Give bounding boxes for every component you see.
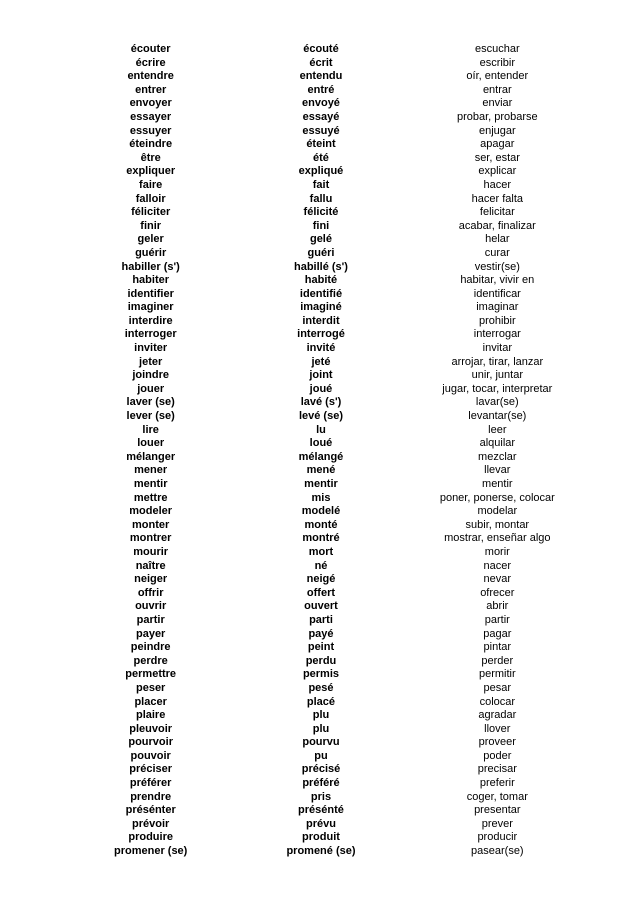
- participle-cell: placé: [306, 695, 336, 708]
- table-row: [58, 369, 584, 383]
- table-row: [58, 165, 584, 179]
- table-row: [58, 709, 584, 723]
- table-row: [58, 193, 584, 207]
- table-row: [58, 111, 584, 125]
- participle-cell: pourvu: [302, 736, 340, 749]
- infinitive-cell: produire: [128, 831, 173, 844]
- spanish-cell: ofrecer: [480, 586, 515, 599]
- spanish-cell: arrojar, tirar, lanzar: [451, 355, 544, 368]
- participle-cell: joint: [309, 369, 333, 382]
- spanish-cell: proveer: [478, 736, 516, 749]
- spanish-cell: coger, tomar: [466, 790, 528, 803]
- table-row: [58, 274, 584, 288]
- spanish-cell: subir, montar: [465, 518, 530, 531]
- infinitive-cell: essayer: [130, 110, 172, 123]
- infinitive-cell: écrire: [135, 56, 166, 69]
- infinitive-cell: habiller (s'): [121, 260, 180, 273]
- infinitive-cell: perdre: [133, 654, 168, 667]
- table-row: [58, 179, 584, 193]
- infinitive-cell: plaire: [135, 709, 166, 722]
- infinitive-cell: mourir: [133, 545, 169, 558]
- spanish-cell: unir, juntar: [471, 369, 523, 382]
- verb-table: [58, 43, 584, 859]
- table-row: [58, 587, 584, 601]
- infinitive-cell: laver (se): [126, 396, 175, 409]
- infinitive-cell: préciser: [129, 763, 173, 776]
- spanish-cell: precisar: [477, 763, 517, 776]
- table-row: [58, 628, 584, 642]
- infinitive-cell: pourvoir: [128, 736, 173, 749]
- participle-cell: précisé: [301, 763, 341, 776]
- participle-cell: mentir: [304, 478, 338, 490]
- infinitive-cell: pouvoir: [130, 749, 171, 762]
- table-row: [58, 410, 584, 424]
- table-row: [58, 505, 584, 519]
- verb-table-body: [58, 43, 584, 859]
- spanish-cell: nevar: [483, 573, 512, 586]
- spanish-cell: imaginar: [476, 301, 519, 314]
- participle-cell: monté: [304, 518, 338, 531]
- table-row: [58, 396, 584, 410]
- spanish-cell: identificar: [473, 287, 521, 300]
- spanish-cell: agradar: [478, 709, 517, 722]
- infinitive-cell: imaginer: [127, 301, 174, 314]
- table-row: [58, 818, 584, 832]
- infinitive-cell: prévoir: [132, 817, 170, 830]
- spanish-cell: felicitar: [479, 206, 515, 219]
- table-row: [58, 723, 584, 737]
- participle-cell: été: [313, 151, 329, 164]
- spanish-cell: presentar: [474, 804, 521, 817]
- spanish-cell: escribir: [479, 56, 516, 69]
- participle-cell: essayé: [302, 110, 340, 123]
- spanish-cell: poner, ponerse, colocar: [439, 491, 555, 504]
- infinitive-cell: mentir: [133, 478, 168, 490]
- spanish-cell: ser, estar: [474, 151, 520, 164]
- infinitive-cell: écouter: [130, 43, 171, 55]
- table-row: [58, 125, 584, 139]
- spanish-cell: abrir: [486, 600, 509, 613]
- participle-cell: mort: [308, 545, 334, 558]
- table-row: [58, 233, 584, 247]
- infinitive-cell: peser: [135, 681, 166, 694]
- participle-cell: écouté: [303, 43, 339, 55]
- spanish-cell: entrar: [482, 83, 512, 96]
- participle-cell: né: [314, 559, 328, 572]
- infinitive-cell: entrer: [135, 83, 167, 96]
- spanish-cell: alquilar: [479, 437, 516, 450]
- infinitive-cell: inviter: [134, 342, 168, 355]
- spanish-cell: habitar, vivir en: [460, 274, 535, 287]
- infinitive-cell: interdire: [128, 314, 173, 327]
- table-row: [58, 328, 584, 342]
- table-row: [58, 301, 584, 315]
- infinitive-cell: partir: [136, 613, 165, 626]
- participle-cell: écrit: [309, 56, 333, 69]
- participle-cell: habillé (s'): [294, 260, 348, 273]
- spanish-cell: pasear(se): [471, 845, 524, 858]
- participle-cell: mélangé: [298, 450, 344, 463]
- infinitive-cell: guérir: [135, 246, 167, 259]
- participle-cell: entendu: [299, 70, 343, 83]
- infinitive-cell: pleuvoir: [129, 722, 173, 735]
- spanish-cell: nacer: [483, 559, 512, 572]
- infinitive-cell: louer: [137, 437, 165, 450]
- participle-cell: habité: [304, 274, 338, 287]
- participle-cell: essuyé: [302, 124, 340, 137]
- spanish-cell: llover: [484, 722, 511, 735]
- participle-cell: entré: [307, 83, 335, 96]
- table-row: [58, 763, 584, 777]
- table-row: [58, 315, 584, 329]
- participle-cell: montré: [302, 532, 340, 545]
- spanish-cell: mentir: [482, 478, 513, 490]
- participle-cell: pu: [314, 749, 328, 762]
- infinitive-cell: lire: [142, 423, 159, 436]
- spanish-cell: perder: [481, 654, 514, 667]
- infinitive-cell: éteindre: [129, 138, 173, 151]
- spanish-cell: permitir: [478, 668, 516, 681]
- participle-cell: félicité: [303, 206, 339, 219]
- spanish-cell: curar: [484, 246, 510, 259]
- infinitive-cell: faire: [139, 178, 163, 191]
- participle-cell: lu: [316, 423, 326, 436]
- table-row: [58, 614, 584, 628]
- table-row: [58, 288, 584, 302]
- spanish-cell: levantar(se): [468, 410, 527, 423]
- table-row: [58, 451, 584, 465]
- participle-cell: gelé: [309, 233, 332, 246]
- table-row: [58, 532, 584, 546]
- table-row: [58, 437, 584, 451]
- spanish-cell: prohibir: [478, 314, 516, 327]
- table-row: [58, 546, 584, 560]
- table-row: [58, 600, 584, 614]
- infinitive-cell: modeler: [129, 505, 173, 518]
- participle-cell: interdit: [302, 314, 340, 327]
- table-row: [58, 220, 584, 234]
- infinitive-cell: ouvrir: [135, 600, 167, 613]
- table-row: [58, 519, 584, 533]
- participle-cell: imaginé: [300, 301, 342, 314]
- table-row: [58, 383, 584, 397]
- table-row: [58, 57, 584, 71]
- participle-cell: mis: [311, 491, 331, 504]
- participle-cell: guéri: [307, 246, 335, 259]
- participle-cell: pesé: [308, 681, 334, 694]
- participle-cell: préféré: [302, 777, 340, 790]
- infinitive-cell: identifier: [127, 287, 174, 300]
- participle-cell: peint: [307, 641, 335, 654]
- participle-cell: ouvert: [304, 600, 338, 613]
- table-row: [58, 668, 584, 682]
- participle-cell: permis: [302, 668, 340, 681]
- table-row: [58, 736, 584, 750]
- participle-cell: invité: [306, 342, 336, 355]
- table-row: [58, 804, 584, 818]
- participle-cell: pris: [310, 790, 332, 803]
- participle-cell: interrogé: [297, 328, 345, 341]
- participle-cell: envoyé: [302, 97, 340, 110]
- participle-cell: neigé: [306, 573, 336, 586]
- infinitive-cell: placer: [134, 695, 167, 708]
- spanish-cell: mostrar, enseñar algo: [444, 532, 551, 545]
- spanish-cell: escuchar: [474, 43, 520, 55]
- infinitive-cell: payer: [135, 627, 166, 640]
- participle-cell: présénté: [298, 804, 344, 817]
- infinitive-cell: féliciter: [131, 206, 171, 219]
- spanish-cell: lavar(se): [475, 396, 519, 409]
- table-row: [58, 84, 584, 98]
- infinitive-cell: entendre: [127, 70, 174, 83]
- spanish-cell: enjugar: [478, 124, 516, 137]
- table-row: [58, 845, 584, 859]
- table-row: [58, 560, 584, 574]
- infinitive-cell: offrir: [137, 586, 164, 599]
- infinitive-cell: joindre: [132, 369, 169, 382]
- spanish-cell: acabar, finalizar: [458, 219, 536, 232]
- infinitive-cell: expliquer: [126, 165, 176, 178]
- table-row: [58, 682, 584, 696]
- spanish-cell: oír, entender: [466, 70, 529, 83]
- table-row: [58, 750, 584, 764]
- infinitive-cell: préférer: [129, 777, 172, 790]
- infinitive-cell: envoyer: [129, 97, 172, 110]
- spanish-cell: jugar, tocar, interpretar: [442, 382, 553, 395]
- infinitive-cell: être: [140, 151, 161, 164]
- participle-cell: loué: [309, 437, 333, 450]
- infinitive-cell: peindre: [130, 641, 171, 654]
- spanish-cell: interrogar: [473, 328, 521, 341]
- spanish-cell: hacer falta: [471, 192, 523, 205]
- spanish-cell: mezclar: [478, 450, 517, 463]
- infinitive-cell: permettre: [125, 668, 177, 681]
- table-row: [58, 424, 584, 438]
- infinitive-cell: naître: [135, 559, 166, 572]
- participle-cell: fini: [312, 219, 330, 232]
- participle-cell: lavé (s'): [300, 396, 342, 409]
- participle-cell: perdu: [305, 654, 337, 667]
- participle-cell: éteint: [306, 138, 336, 151]
- infinitive-cell: neiger: [134, 573, 168, 586]
- spanish-cell: partir: [484, 613, 510, 626]
- table-row: [58, 152, 584, 166]
- spanish-cell: colocar: [479, 695, 516, 708]
- spanish-cell: poder: [483, 749, 512, 762]
- table-row: [58, 696, 584, 710]
- infinitive-cell: lever (se): [126, 410, 175, 423]
- infinitive-cell: montrer: [129, 532, 172, 545]
- infinitive-cell: présénter: [125, 804, 176, 817]
- spanish-cell: llevar: [484, 464, 511, 477]
- table-row: [58, 464, 584, 478]
- table-row: [58, 573, 584, 587]
- infinitive-cell: prendre: [130, 790, 172, 803]
- participle-cell: plu: [312, 709, 330, 722]
- participle-cell: offert: [306, 586, 336, 599]
- table-row: [58, 655, 584, 669]
- participle-cell: plu: [312, 722, 330, 735]
- spanish-cell: hacer: [483, 178, 512, 191]
- table-row: [58, 492, 584, 506]
- spanish-cell: preferir: [479, 777, 515, 790]
- table-row: [58, 206, 584, 220]
- participle-cell: expliqué: [298, 165, 344, 178]
- spanish-cell: leer: [488, 423, 507, 436]
- table-row: [58, 70, 584, 84]
- infinitive-cell: jeter: [139, 355, 163, 368]
- table-row: [58, 641, 584, 655]
- spanish-cell: morir: [484, 545, 510, 558]
- participle-cell: levé (se): [298, 410, 343, 423]
- participle-cell: prévu: [306, 817, 336, 830]
- table-row: [58, 43, 584, 57]
- infinitive-cell: promener (se): [113, 845, 188, 858]
- table-row: [58, 777, 584, 791]
- infinitive-cell: monter: [132, 518, 170, 531]
- infinitive-cell: interroger: [124, 328, 177, 341]
- infinitive-cell: essuyer: [129, 124, 172, 137]
- infinitive-cell: finir: [140, 219, 162, 232]
- spanish-cell: prever: [481, 817, 513, 830]
- participle-cell: mené: [306, 464, 336, 477]
- infinitive-cell: mener: [134, 464, 168, 477]
- table-row: [58, 342, 584, 356]
- spanish-cell: apagar: [480, 138, 515, 151]
- participle-cell: fait: [312, 178, 330, 191]
- infinitive-cell: jouer: [137, 382, 165, 395]
- infinitive-cell: mélanger: [126, 450, 176, 463]
- spanish-cell: pintar: [483, 641, 512, 654]
- infinitive-cell: falloir: [135, 192, 166, 205]
- table-row: [58, 97, 584, 111]
- spanish-cell: invitar: [482, 342, 512, 355]
- table-row: [58, 478, 584, 492]
- participle-cell: jeté: [311, 355, 331, 368]
- participle-cell: payé: [308, 627, 334, 640]
- table-row: [58, 791, 584, 805]
- spanish-cell: vestir(se): [474, 260, 520, 273]
- spanish-cell: producir: [477, 831, 518, 844]
- infinitive-cell: mettre: [133, 491, 168, 504]
- spanish-cell: pagar: [483, 627, 512, 640]
- participle-cell: parti: [309, 613, 333, 626]
- participle-cell: modelé: [301, 505, 341, 518]
- participle-cell: promené (se): [286, 845, 356, 858]
- participle-cell: produit: [302, 831, 340, 844]
- table-row: [58, 356, 584, 370]
- spanish-cell: enviar: [482, 97, 513, 110]
- infinitive-cell: habiter: [132, 274, 170, 287]
- participle-cell: fallu: [309, 192, 333, 205]
- table-row: [58, 261, 584, 275]
- table-row: [58, 138, 584, 152]
- spanish-cell: explicar: [478, 165, 517, 178]
- participle-cell: joué: [309, 382, 333, 395]
- spanish-cell: modelar: [477, 505, 518, 518]
- spanish-cell: helar: [485, 233, 510, 246]
- spanish-cell: pesar: [483, 681, 512, 694]
- table-row: [58, 831, 584, 845]
- participle-cell: identifié: [299, 287, 343, 300]
- spanish-cell: probar, probarse: [456, 110, 538, 123]
- infinitive-cell: geler: [137, 233, 164, 246]
- table-row: [58, 247, 584, 261]
